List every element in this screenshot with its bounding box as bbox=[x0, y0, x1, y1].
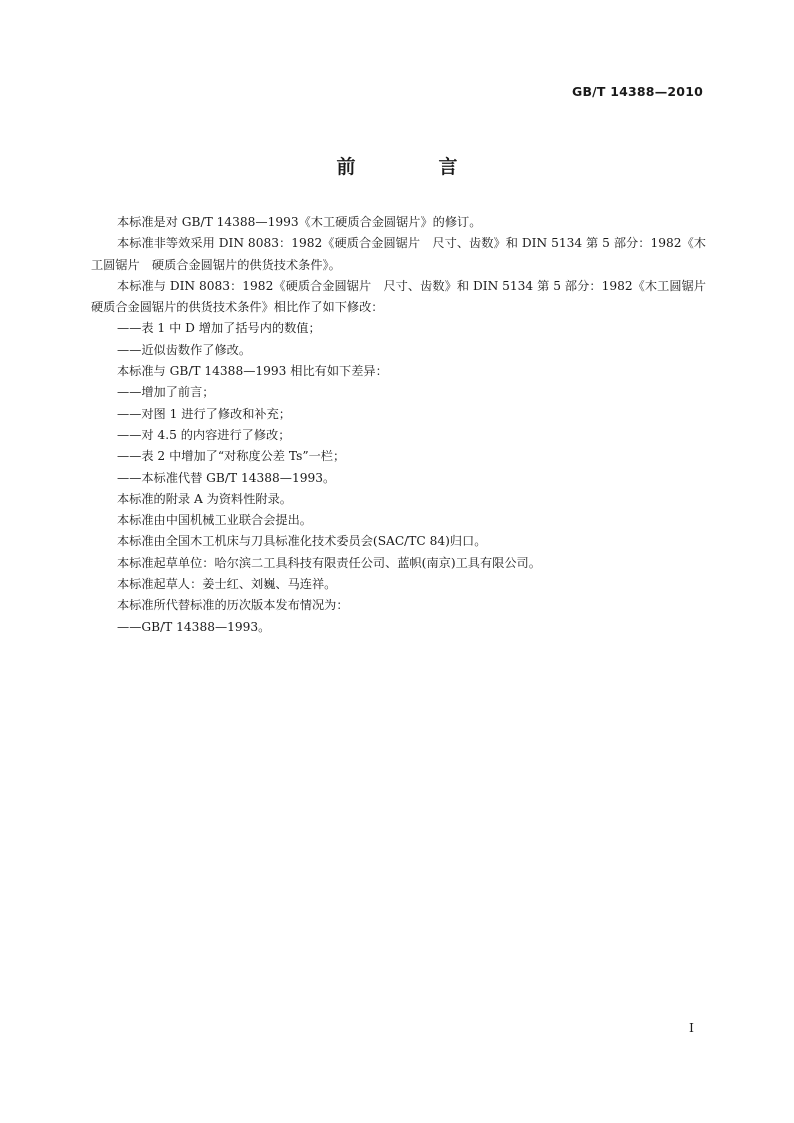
list-item-modification: ——表 1 中 D 增加了括号内的数值； bbox=[117, 321, 321, 336]
list-item-modification: ——近似齿数作了修改。 bbox=[117, 342, 252, 357]
paragraph-revision-note: 本标准是对 GB/T 14388—1993《木工硬质合金圆锯片》的修订。 bbox=[117, 215, 482, 229]
list-item-difference: ——对图 1 进行了修改和补充； bbox=[117, 406, 291, 421]
list-item-difference: ——本标准代替 GB/T 14388—1993。 bbox=[117, 470, 336, 485]
paragraph-proposer: 本标准由中国机械工业联合会提出。 bbox=[117, 513, 312, 528]
page-number: I bbox=[689, 1020, 694, 1035]
list-item-difference: ——对 4.5 的内容进行了修改； bbox=[117, 427, 291, 442]
standard-code-header: GB/T 14388—2010 bbox=[571, 84, 703, 99]
paragraph-previous-editions: 本标准所代替标准的历次版本发布情况为： bbox=[117, 598, 349, 613]
list-item-difference: ——增加了前言； bbox=[117, 385, 215, 400]
foreword-body bbox=[91, 212, 719, 638]
paragraph-drafters: 本标准起草人：姜士红、刘巍、马连祥。 bbox=[117, 577, 337, 592]
paragraph-drafting-units: 本标准起草单位：哈尔滨二工具科技有限责任公司、蓝帜(南京)工具有限公司。 bbox=[117, 555, 541, 570]
paragraph-differences-intro: 本标准与 GB/T 14388—1993 相比有如下差异： bbox=[117, 364, 388, 379]
list-item-difference: ——表 2 中增加了“对称度公差 Ts”一栏； bbox=[117, 449, 346, 464]
paragraph-appendix-note: 本标准的附录 A 为资料性附录。 bbox=[117, 491, 292, 506]
paragraph-modifications-intro: 本标准与 DIN 8083：1982《硬质合金圆锯片 尺寸、齿数》和 DIN 5134 第 5 部分：1982《木工圆锯片 硬质合金圆锯片的供货技术条件》相比作了如下修改： bbox=[91, 278, 719, 315]
page-title: 前 言 bbox=[336, 156, 490, 178]
paragraph-committee: 本标准由全国木工机床与刀具标准化技术委员会(SAC/TC 84)归口。 bbox=[117, 534, 487, 549]
paragraph-adoption-note: 本标准非等效采用 DIN 8083：1982《硬质合金圆锯片 尺寸、齿数》和 DIN 5134 第 5 部分：1982《木工圆锯片 硬质合金圆锯片的供货技术条件》。 bbox=[91, 236, 706, 272]
list-item-previous-edition: ——GB/T 14388—1993。 bbox=[117, 619, 271, 634]
